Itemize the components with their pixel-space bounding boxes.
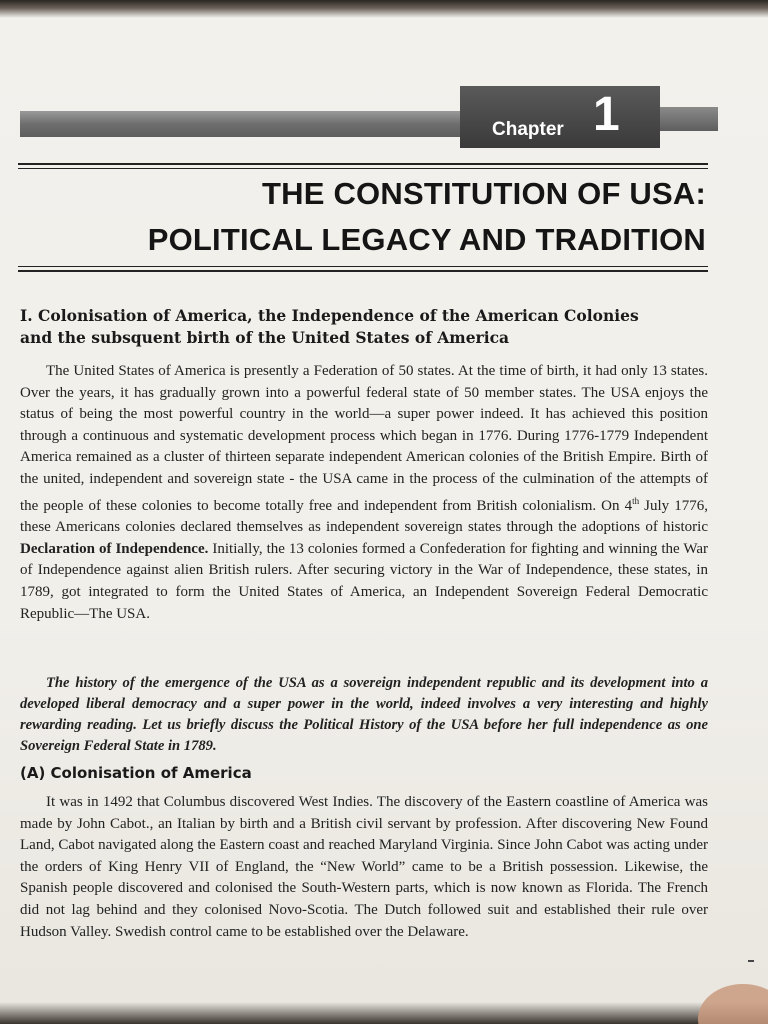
paragraph-intro xyxy=(20,361,708,625)
paragraph-intro-text-3: Initially, the 13 colonies formed a Confederation for fighting and winning the War of Independence against alien British rulers. After securing victory in the War of Independence, these states, in 1789, got integrated to form the United States of America, an Independent Sovereign Federal Democratic Republic—The USA. xyxy=(20,540,708,622)
declaration-bold: Declaration of Independence. xyxy=(20,540,209,557)
section-heading-line1: I. Colonisation of America, the Independence of the American Colonies xyxy=(20,306,639,325)
page-top-shadow xyxy=(0,0,768,18)
paragraph-intro-text-2: July 1776, these Americans colonies declared themselves as independent sovereign states through the adoptions of historic xyxy=(20,497,708,536)
section-heading xyxy=(20,305,710,349)
chapter-band-right xyxy=(660,107,718,131)
page-title-line1: THE CONSTITUTION OF USA: xyxy=(262,176,706,211)
paragraph-colonisation: It was in 1492 that Columbus discovered West Indies. The discovery of the Eastern coastline of America was made by John Cabot., an Italian by birth and a British civil servant by profession. After discovering New Found Land, Cabot navigated along the Eastern coast and reached Maryland Virginia. Since John Cabot was acting under the orders of King Henry VII of England, the “New World” came to be a British possession. Likewise, the Spanish people discovered and colonised the South-Western parts, which is now known as Florida. The French did not lag behind and they colonised Novo-Scotia. The Dutch followed suit and established their rule over Hudson Valley. Swedish control came to be established over the Delaware. xyxy=(20,794,708,940)
title-rule-bottom-thin xyxy=(18,266,708,267)
paragraph-intro-text-1: The United States of America is presently a Federation of 50 states. At the time of birth, it had only 13 states. Over the years, it has gradually grown into a powerful federal state of 50 member states. The USA enjoys the status of being the most powerful country in the world—a super power indeed. It has achieved this position through a continuous and systematic development process which began in 1776. During 1776-1779 Independent America remained as a cluster of thirteen separate independent American colonies of the British Empire. Birth of the united, independent and sovereign state - the USA came in the process of the culmination of the attempts of the people of these colonies to become totally free and independent from British colonialism. On 4 xyxy=(20,363,708,514)
title-rule-top xyxy=(18,163,708,165)
ordinal-suffix: th xyxy=(632,495,640,506)
chapter-label-box xyxy=(460,86,660,148)
section-heading-line2: and the subsquent birth of the United States of America xyxy=(20,328,510,347)
chapter-number: 1 xyxy=(593,88,620,141)
chapter-word: Chapter xyxy=(492,119,564,140)
title-rule-bottom xyxy=(18,270,708,272)
paragraph-history-italic: The history of the emergence of the USA as a sovereign independent republic and its development into a developed liberal democracy and a super power in the world, indeed involves a very interesting and highly rewarding reading. Let us briefly discuss the Political History of the USA before her full independence as one Sovereign Federal State in 1789. xyxy=(20,675,708,754)
thumb-shadow xyxy=(698,984,768,1024)
margin-mark xyxy=(748,960,754,962)
subheading-colonisation: (A) Colonisation of America xyxy=(20,764,252,782)
chapter-band-left xyxy=(20,111,460,137)
page-bottom-shadow xyxy=(0,1002,768,1024)
title-rule-top-thin xyxy=(18,168,708,169)
page-title-line2: POLITICAL LEGACY AND TRADITION xyxy=(147,222,706,257)
